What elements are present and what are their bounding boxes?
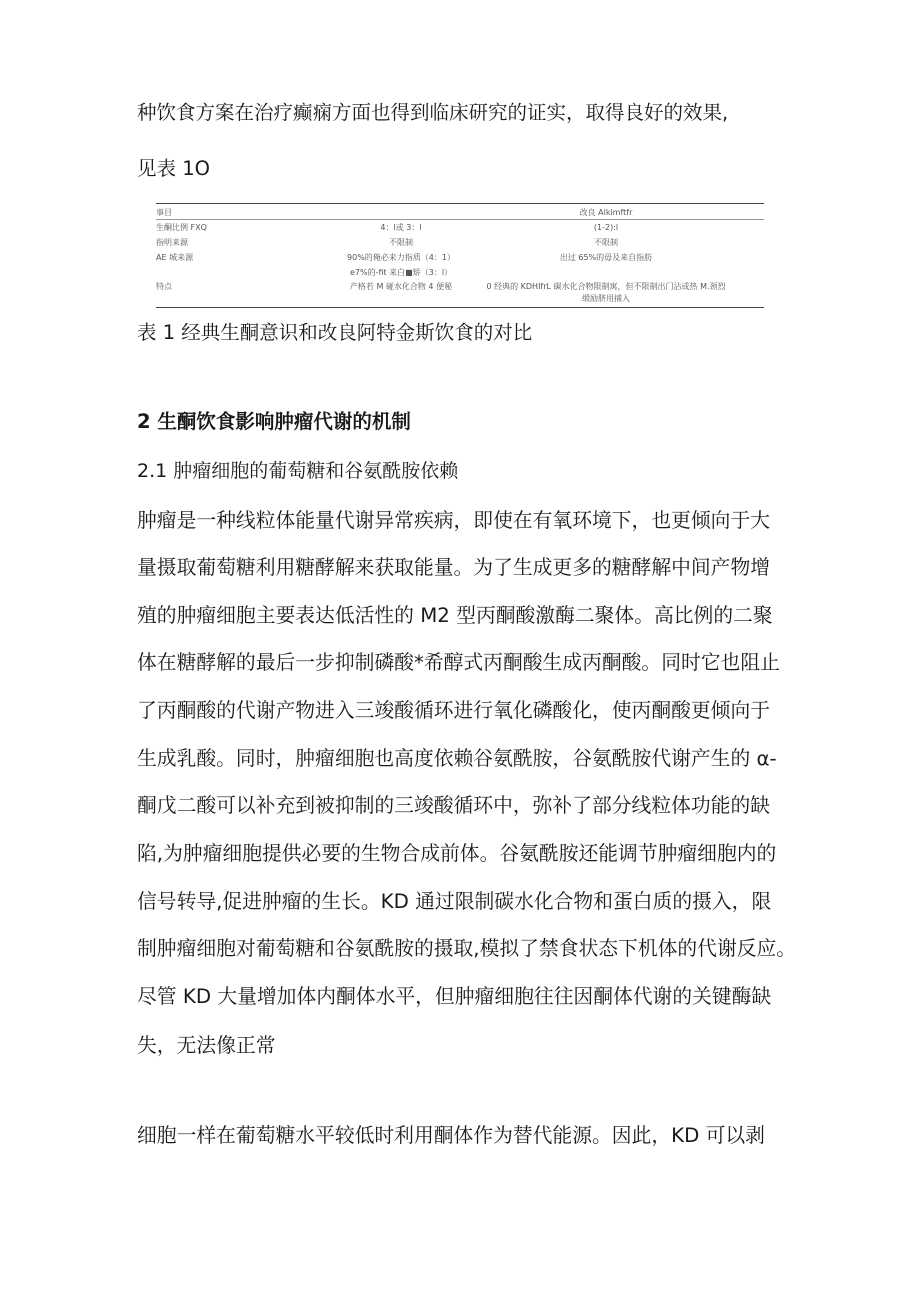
table-row-5-modified: 0 经典的 KDHIfrL 碳水化合物限制寓，但不限制出门沾或热 M.颈烈 — [486, 282, 726, 291]
paragraph-line: 体在糖酵解的最后一步抑制磷酸*希醇式丙酮酸生成丙酮酸。同时它也阻止 — [137, 651, 780, 674]
table-top-rule — [156, 203, 764, 204]
paragraph-line: 肿瘤是一种线粒体能量代谢异常疾病，即使在有氧环境下，也更倾向于大 — [137, 509, 771, 532]
paragraph-line: 制肿瘤细胞对葡萄糖和谷氨酰胺的摄取,模拟了禁食状态下机体的代谢反应。 — [137, 937, 797, 960]
paragraph-line: 生成乳酸。同时，肿瘤细胞也高度依赖谷氨酰胺，谷氨酰胺代谢产生的 α- — [137, 747, 777, 770]
table-row-1-label: 生酮比例 FXQ — [156, 223, 207, 232]
table-header-rule — [156, 219, 764, 220]
table-row-4-classic: e7%的-fit 来白■矫（3：l） — [349, 268, 453, 277]
intro-line-2: 见表 1O — [137, 157, 210, 180]
table-header-modified: 改良 Alkimftfr — [579, 208, 633, 217]
paragraph-line: 量摄取葡萄糖利用糖酵解来获取能量。为了生成更多的糖酵解中间产物增 — [137, 556, 771, 579]
table-row-5-classic: 产格若 M 碰水化合物 4 便秘 — [349, 282, 453, 291]
table-bottom-rule — [156, 307, 764, 308]
section-heading: 2 生酮饮食影响肿瘤代谢的机制 — [137, 410, 411, 433]
table-row-2-classic: 不限制 — [389, 238, 413, 247]
table-row-2-label: 指明来源 — [156, 238, 188, 247]
table-row-3-modified: 出过 65%的毋及来自指肪 — [559, 253, 653, 262]
paragraph-line: 失，无法像正常 — [137, 1034, 276, 1057]
table-row-5-label: 特点 — [156, 282, 172, 291]
intro-line-1: 种饮食方案在治疗癫痫方面也得到临床研究的证实，取得良好的效果, — [137, 101, 729, 124]
paragraph-line: 了丙酮酸的代谢产物进入三竣酸循环进行氧化磷酸化，使丙酮酸更倾向于 — [137, 699, 771, 722]
paragraph-line: 信号转导,促进肿瘤的生长。KD 通过限制碳水化合物和蛋白质的摄入，限 — [137, 890, 772, 913]
continuation-line: 细胞一样在葡萄糖水平较低时利用酮体作为替代能源。因此，KD 可以剥 — [137, 1124, 765, 1147]
comparison-table — [156, 203, 764, 313]
table-header-item: 事目 — [156, 208, 172, 217]
paragraph-line: 殖的肿瘤细胞主要表达低活性的 M2 型丙酮酸激酶二聚体。高比例的二聚 — [137, 604, 773, 627]
paragraph-line: 尽管 KD 大量增加体内酮体水平，但肿瘤细胞往往因酮体代谢的关键酶缺 — [137, 985, 772, 1008]
paragraph-line: 酮戊二酸可以补充到被抑制的三竣酸循环中，弥补了部分线粒体功能的缺 — [137, 794, 771, 817]
table-row-3-classic: 90%的俺必来力指质（4：1） — [347, 253, 455, 262]
section-subheading: 2.1 肿瘤细胞的葡萄糖和谷氨酰胺依赖 — [137, 460, 459, 482]
table-row-2-modified: 不限制 — [594, 238, 618, 247]
table-row-1-modified: (1-2):l — [593, 223, 619, 232]
table-caption: 表 1 经典生酮意识和改良阿特金斯饮食的对比 — [137, 321, 533, 344]
paragraph-line: 陷,为肿瘤细胞提供必要的生物合成前体。谷氨酰胺还能调节肿瘤细胞内的 — [137, 842, 777, 865]
table-row-1-classic: 4：l或 3：l — [380, 223, 422, 232]
table-row-6-modified: 缎励脐用捕入 — [582, 294, 630, 303]
table-row-3-label: AE 城来源 — [156, 253, 194, 262]
